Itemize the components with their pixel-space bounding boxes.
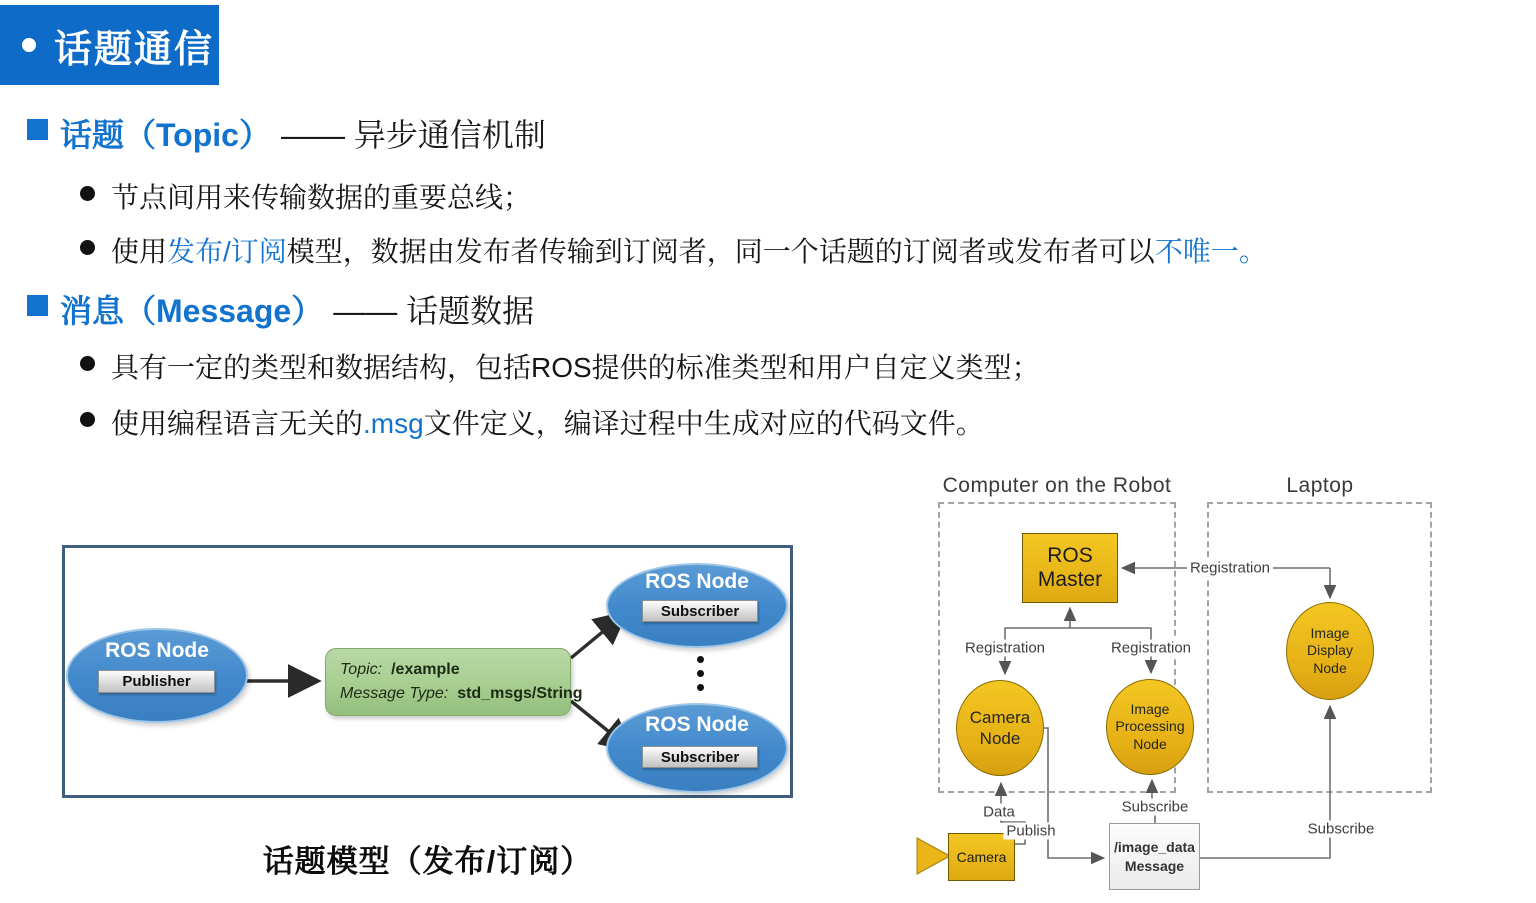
page-title: 话题通信 — [54, 28, 215, 71]
section-message-title-rest: —— 话题数据 — [333, 293, 535, 329]
topic-label: Topic: — [340, 661, 383, 678]
square-bullet-icon — [27, 119, 48, 140]
topic-model-diagram — [62, 545, 793, 798]
bullet-topic-2-text — [111, 230, 1267, 270]
section-message-title-term: 消息（Message） — [60, 293, 324, 329]
region-robot-title: Computer on the Robot — [942, 474, 1172, 497]
topic-box-line1 — [340, 658, 570, 682]
label-subscribe-right: Subscribe — [1305, 821, 1378, 838]
section-message-heading — [27, 286, 534, 332]
bullet-message-2-text — [111, 402, 984, 442]
label-subscribe-mid: Subscribe — [1119, 799, 1192, 816]
publisher-node-title: ROS Node — [105, 639, 209, 662]
section-topic-title — [60, 110, 546, 156]
bullet-topic-2-highlight-1: 发布/订阅 — [167, 236, 287, 267]
bullet-message-2-post: 文件定义，编译过程中生成对应的代码文件。 — [423, 408, 984, 439]
more-subscribers-ellipsis-icon — [697, 656, 704, 691]
subscriber-bottom-title: ROS Node — [645, 713, 749, 736]
title-banner — [0, 5, 219, 85]
ros-graph-diagram — [900, 470, 1536, 903]
message-type-label: Message Type: — [340, 685, 449, 702]
section-topic-title-term: 话题（Topic） — [60, 117, 271, 153]
topic-box-line2 — [340, 682, 583, 706]
bullet-topic-2 — [80, 230, 1267, 270]
camera-lens-icon — [917, 838, 950, 874]
subscriber-bottom-role-box: Subscriber — [642, 746, 758, 768]
subscriber-top-role-box: Subscriber — [642, 600, 758, 622]
camera-hardware-box: Camera — [948, 833, 1015, 881]
topic-box — [325, 648, 583, 716]
section-message-title — [60, 286, 534, 332]
label-registration-left: Registration — [962, 640, 1048, 657]
message-topic-type: Message — [1124, 857, 1185, 874]
topic-value: /example — [391, 661, 460, 678]
bullet-message-1 — [80, 346, 1040, 386]
bullet-message-2-pre: 使用编程语言无关的 — [111, 408, 364, 439]
bullet-dot-icon — [22, 38, 36, 52]
label-registration-mid: Registration — [1108, 640, 1194, 657]
region-laptop-title: Laptop — [1286, 474, 1354, 497]
image-processing-node-circle: Image Processing Node — [1106, 679, 1194, 775]
ros-master-box: ROS Master — [1022, 533, 1118, 603]
publisher-role-box: Publisher — [98, 670, 215, 693]
subscriber-top-title: ROS Node — [645, 570, 749, 593]
bullet-topic-2-highlight-2: 不唯一。 — [1154, 236, 1267, 267]
topic-model-caption: 话题模型（发布/订阅） — [262, 844, 593, 879]
bullet-message-1-text: 具有一定的类型和数据结构，包括ROS提供的标准类型和用户自定义类型； — [111, 352, 1040, 383]
message-type-value: std_msgs/String — [457, 685, 583, 702]
bullet-message-2-highlight: .msg — [363, 408, 424, 439]
dot-bullet-icon — [80, 186, 95, 201]
bullet-topic-2-pre: 使用 — [111, 236, 168, 267]
section-topic-title-rest: —— 异步通信机制 — [280, 117, 546, 153]
label-registration-top: Registration — [1187, 560, 1273, 577]
bullet-topic-1 — [80, 176, 531, 216]
image-data-message-box — [1109, 823, 1200, 890]
dot-bullet-icon — [80, 356, 95, 371]
label-publish: Publish — [1003, 823, 1058, 840]
bullet-topic-1-text: 节点间用来传输数据的重要总线； — [111, 182, 532, 213]
dot-bullet-icon — [80, 412, 95, 427]
section-topic-heading — [27, 110, 546, 156]
bullet-message-2 — [80, 402, 984, 442]
camera-node-circle: Camera Node — [956, 680, 1044, 776]
dot-bullet-icon — [80, 240, 95, 255]
bullet-topic-2-mid: 模型，数据由发布者传输到订阅者，同一个话题的订阅者或发布者可以 — [286, 236, 1155, 267]
image-display-node-circle: Image Display Node — [1286, 602, 1374, 700]
message-topic-name: /image_data — [1114, 838, 1195, 855]
label-data: Data — [980, 804, 1018, 821]
square-bullet-icon — [27, 295, 48, 316]
